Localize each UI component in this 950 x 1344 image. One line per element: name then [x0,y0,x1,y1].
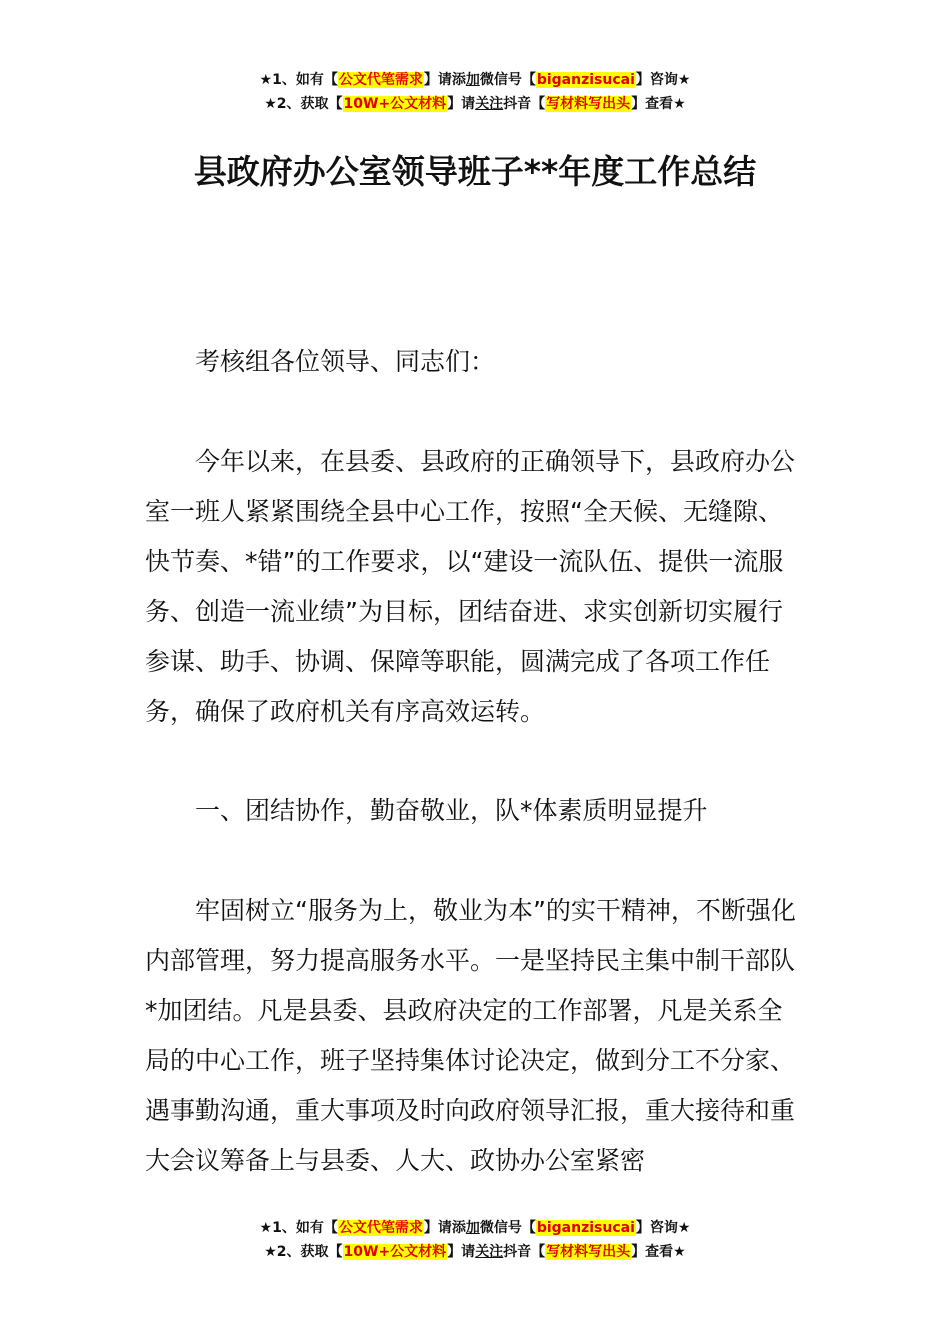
banner-highlight: 公文代笔需求 [338,1220,423,1236]
banner-text: 微信号【 [479,1220,536,1236]
banner-text: 】请添 [423,72,466,88]
banner-text: ★2、获取【 [264,96,343,112]
banner-text: ★1、如有【 [259,72,338,88]
section-heading-1 [145,786,807,836]
banner-text: 抖音【 [503,1244,546,1260]
banner-text: 抖音【 [503,96,546,112]
banner-text: 】查看★ [631,1244,686,1260]
paragraph-1 [145,437,807,737]
banner-line-1 [0,1216,950,1240]
banner-highlight: biganzisucai [536,1220,635,1236]
top-banner [0,68,950,116]
banner-text: 】咨询★ [635,1220,691,1236]
banner-text: 】请添 [423,1220,466,1236]
banner-highlight: 写材料写出头 [546,1244,631,1260]
bottom-banner [0,1216,950,1264]
salutation-text: 考核组各位领导、同志们： [195,347,496,376]
banner-underline: 加 [465,72,480,88]
salutation [145,337,807,387]
banner-underline: 关注 [475,96,504,112]
banner-underline: 关注 [475,1244,504,1260]
banner-text: 微信号【 [479,72,536,88]
banner-line-2 [0,1240,950,1264]
document-title: 县政府办公室领导班子**年度工作总结 [193,152,757,191]
paragraph-1-text: 今年以来，在县委、县政府的正确领导下，县政府办公室一班人紧紧围绕全县中心工作，按照“全天候、无缝隙、快节奏、*错”的工作要求，以“建设一流队伍、提供一流服务、创造一流业绩”为目标，团结奋进、求实创新切实履行参谋、助手、协调、保障等职能，圆满完成了各项工作任务，确保了政府机关有序高效运转。 [145,447,796,726]
banner-highlight: 10W+公文材料 [343,96,447,112]
banner-line-2 [0,92,950,116]
banner-text: 】请 [447,1244,476,1260]
banner-text: ★1、如有【 [259,1220,338,1236]
paragraph-2-text: 牢固树立“服务为上，敬业为本”的实干精神，不断强化内部管理，努力提高服务水平。一是坚持民主集中制干部队*加团结。凡是县委、县政府决定的工作部署，凡是关系全局的中心工作，班子坚持集体讨论决定，做到分工不分家、遇事勤沟通，重大事项及时向政府领导汇报，重大接待和重大会议筹备上与县委、人大、政协办公室紧密 [145,896,796,1175]
banner-highlight: 10W+公文材料 [343,1244,447,1260]
banner-highlight: biganzisucai [536,72,635,88]
paragraph-2 [145,886,807,1186]
banner-text: 】请 [447,96,476,112]
banner-highlight: 写材料写出头 [546,96,631,112]
banner-text: 】查看★ [631,96,686,112]
banner-text: ★2、获取【 [264,1244,343,1260]
banner-line-1 [0,68,950,92]
banner-text: 】咨询★ [635,72,691,88]
banner-underline: 加 [465,1220,480,1236]
banner-highlight: 公文代笔需求 [338,72,423,88]
section-heading-1-text: 一、团结协作，勤奋敬业，队*体素质明显提升 [195,796,708,825]
